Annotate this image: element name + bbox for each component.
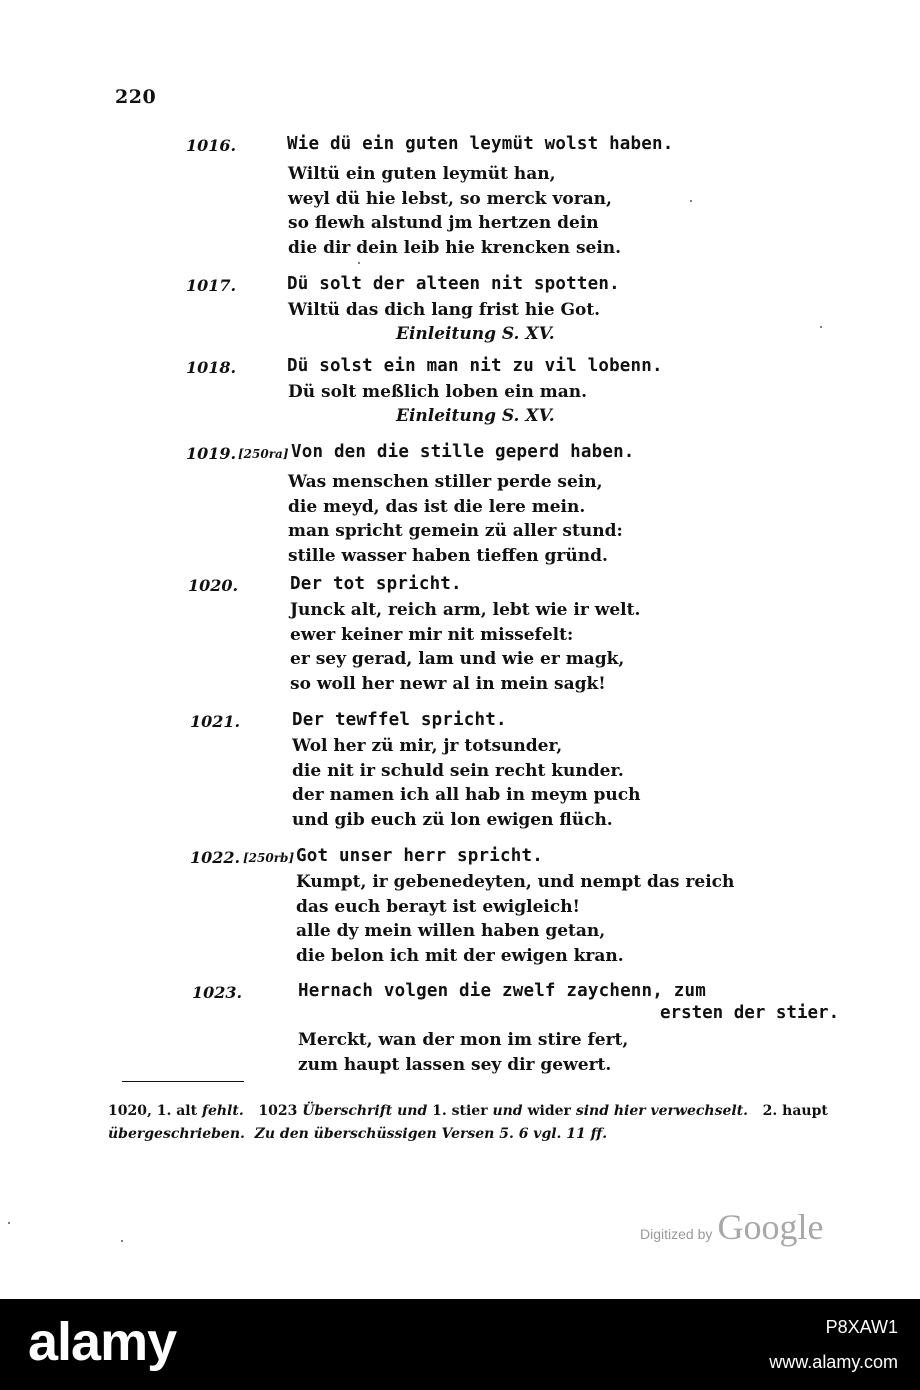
verse-line: Kumpt, ir gebenedeyten, und nempt das reich <box>296 872 735 892</box>
verse-line: Dü solt meßlich loben ein man. <box>288 382 588 402</box>
stock-banner <box>0 1299 920 1390</box>
entry-number: 1018. <box>186 358 237 377</box>
scan-speck <box>358 262 360 264</box>
verse-line: ewer keiner mir nit missefelt: <box>290 624 574 645</box>
folio-marker: [250rb] <box>243 851 295 865</box>
footnote-text: 1020, 1. alt <box>108 1103 202 1119</box>
scan-speck <box>820 326 822 328</box>
verse-line: das euch berayt ist ewigleich! <box>296 896 581 917</box>
footnote-italic: sind hier verwechselt. <box>575 1103 749 1119</box>
scan-speck <box>8 1222 10 1224</box>
entry-heading: Wie dü ein guten leymüt wolst haben. <box>287 134 674 154</box>
verse-block <box>290 598 640 696</box>
verse-line: die meyd, das ist die lere mein. <box>288 496 586 517</box>
entry-number: 1021. <box>190 712 241 731</box>
footnote-line-1 <box>108 1100 853 1123</box>
footnote-text: 2. haupt <box>748 1103 828 1119</box>
entry-heading: Hernach volgen die zwelf zaychenn, zum <box>298 981 706 1001</box>
folio-marker: [250ra] <box>238 447 289 461</box>
entry-number: 1023. <box>192 983 243 1002</box>
verse-line: Wiltü das dich lang frist hie Got. <box>288 300 601 320</box>
entry-number: 1017. <box>186 276 237 295</box>
entry-heading: Der tewffel spricht. <box>292 710 507 730</box>
google-wordmark: Google <box>717 1207 824 1247</box>
scan-speck <box>690 200 692 202</box>
entry-heading: Dü solst ein man nit zu vil lobenn. <box>287 356 663 376</box>
verse-block <box>288 380 587 405</box>
entry-number: 1019. <box>186 444 237 463</box>
verse-line: Merckt, wan der mon im stire fert, <box>298 1030 629 1050</box>
entry-number: 1022. <box>190 848 241 867</box>
entry-heading: Dü solt der alteen nit spotten. <box>287 274 620 294</box>
footnote-text: 1023 <box>243 1103 303 1119</box>
image-id: P8XAW1 <box>825 1317 898 1337</box>
entry-number: 1016. <box>186 136 237 155</box>
footnote-rule <box>122 1081 244 1082</box>
verse-block <box>296 870 734 968</box>
verse-line: man spricht gemein zü aller stund: <box>288 521 623 541</box>
footnote-text: wider <box>522 1103 576 1119</box>
alamy-logo <box>28 1311 176 1373</box>
digitized-prefix: Digitized by <box>640 1226 713 1242</box>
verse-line: Junck alt, reich arm, lebt wie ir welt. <box>290 600 641 620</box>
verse-line: und gib euch zü lon ewigen flüch. <box>292 809 613 830</box>
entry-heading: Got unser herr spricht. <box>296 846 543 866</box>
footnote-text: 1. stier <box>427 1103 493 1119</box>
entry-number: 1020. <box>188 576 239 595</box>
reference: Einleitung S. XV. <box>396 406 555 426</box>
entry-heading: Der tot spricht. <box>290 574 462 594</box>
entry-heading: Von den die stille geperd haben. <box>291 442 635 462</box>
verse-line: die belon ich mit der ewigen kran. <box>296 945 624 966</box>
digitized-watermark <box>640 1206 823 1248</box>
footnote-italic: Überschrift und <box>302 1103 428 1119</box>
scan-speck <box>121 1240 123 1242</box>
entry-heading-continuation: ersten der stier. <box>660 1003 840 1023</box>
verse-block <box>288 298 600 323</box>
verse-line: alle dy mein willen haben getan, <box>296 921 606 941</box>
verse-line: der namen ich all hab in meym puch <box>292 785 641 805</box>
verse-line: so woll her newr al in mein sagk! <box>290 673 606 694</box>
verse-line: zum haupt lassen sey dir gewert. <box>298 1054 612 1075</box>
verse-line: die nit ir schuld sein recht kunder. <box>292 760 624 781</box>
verse-line: Wol her zü mir, jr totsunder, <box>292 736 563 756</box>
verse-block <box>298 1028 628 1077</box>
footnote-italic: und <box>492 1103 523 1119</box>
reference: Einleitung S. XV. <box>396 324 555 344</box>
footnote-italic: fehlt. <box>201 1103 244 1119</box>
verse-line: so flewh alstund jm hertzen dein <box>288 213 599 233</box>
verse-line: die dir dein leib hie krencken sein. <box>288 237 622 258</box>
verse-line: stille wasser haben tieffen gründ. <box>288 545 608 566</box>
verse-block <box>288 162 621 260</box>
verse-line: weyl dü hie lebst, so merck voran, <box>288 188 612 209</box>
footnote <box>108 1100 853 1146</box>
banner-url: www.alamy.com <box>769 1352 898 1372</box>
verse-line: er sey gerad, lam und wie er magk, <box>290 649 625 669</box>
alamy-logo-text: alamy <box>28 1312 177 1372</box>
page-number: 220 <box>115 86 157 108</box>
footnote-line-2: übergeschrieben. Zu den überschüssigen Versen 5. 6 vgl. 11 ff. <box>108 1126 608 1142</box>
verse-line: Wiltü ein guten leymüt han, <box>288 164 556 184</box>
verse-block <box>288 470 623 568</box>
verse-line: Was menschen stiller perde sein, <box>288 472 603 492</box>
verse-block <box>292 734 640 832</box>
